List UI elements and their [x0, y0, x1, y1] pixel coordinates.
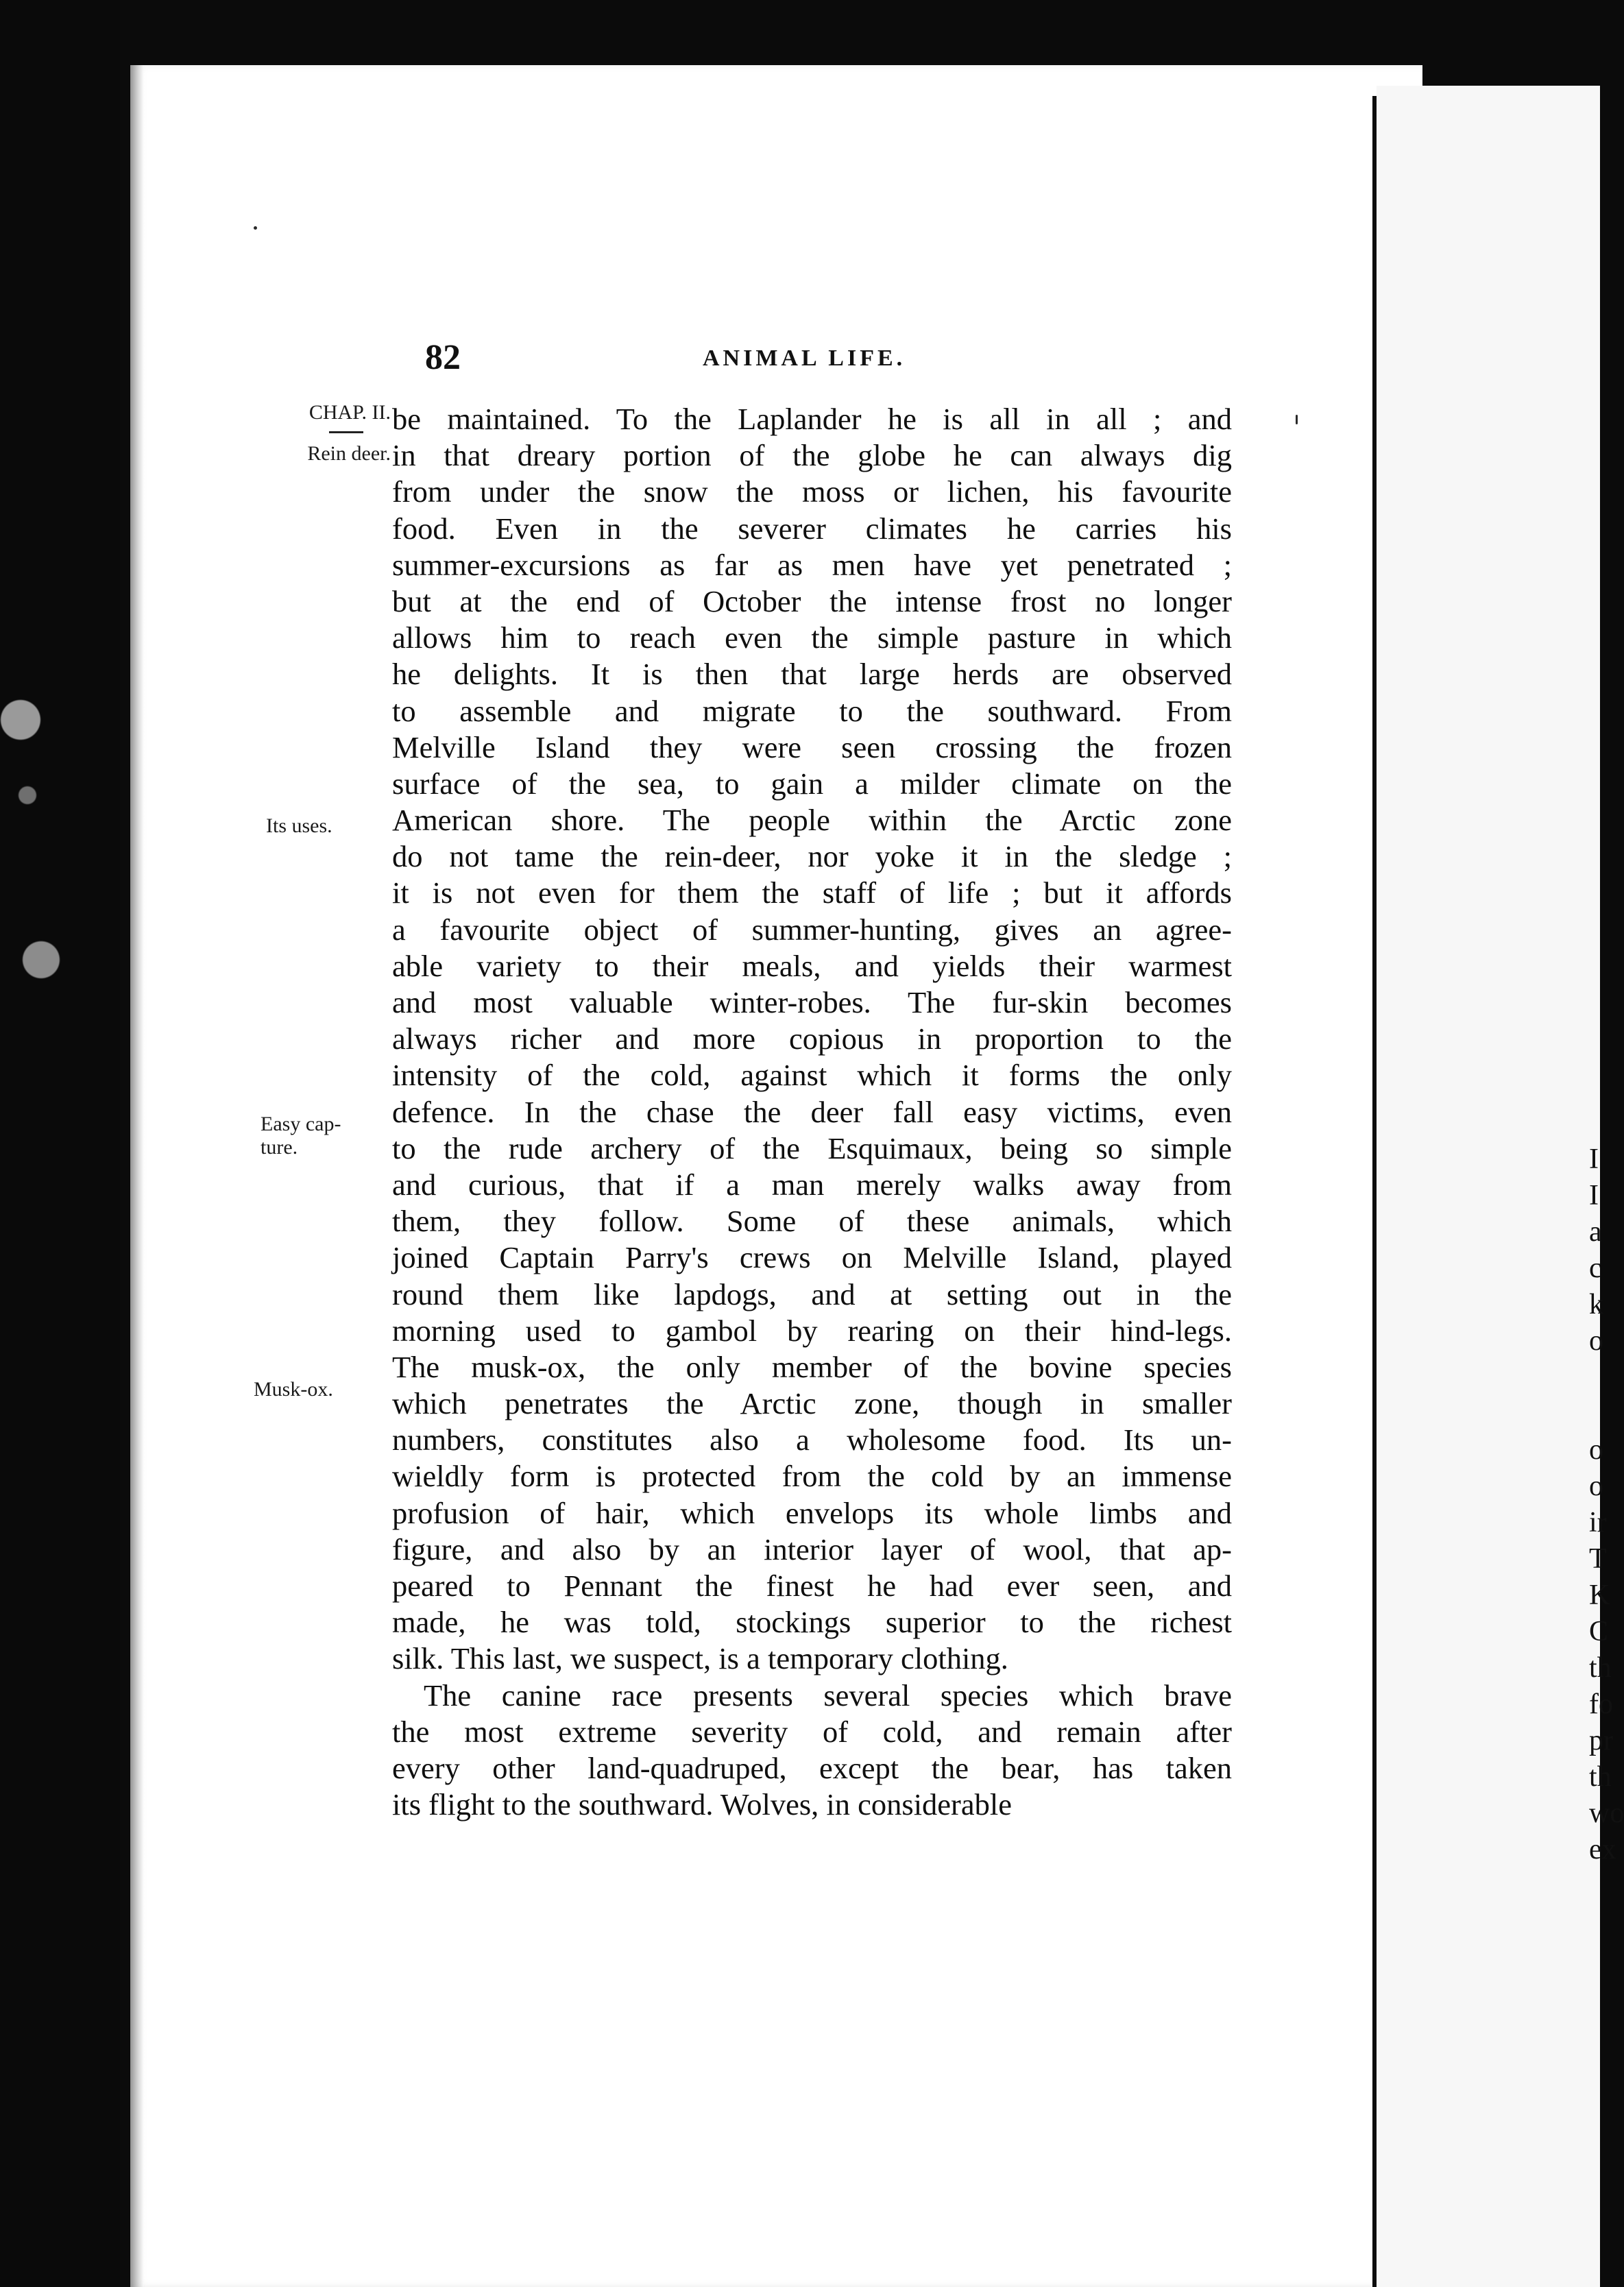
facing-page-fragment: ex: [1589, 1834, 1616, 1865]
text-line: in that dreary portion of the globe he can always dig: [392, 438, 1232, 473]
running-head: [425, 337, 1207, 385]
text-line: summer-excursions as far as men have yet penetrated ;: [392, 547, 1232, 582]
sidenote-easy-capture-line-2: ture.: [260, 1136, 298, 1159]
facing-page-fragment: [1589, 1359, 1616, 1396]
running-title: ANIMAL LIFE.: [703, 346, 906, 371]
scan-speck: [254, 226, 257, 230]
facing-page-fragment: k: [1589, 1289, 1603, 1320]
text-line: joined Captain Parry's crews on Melville Island, played: [392, 1240, 1232, 1275]
text-line: defence. In the chase the deer fall easy victims, even: [392, 1094, 1232, 1129]
facing-page-fragment: I: [1589, 1180, 1599, 1211]
sidenote-easy-capture-line-1: Easy cap-: [260, 1113, 341, 1135]
text-line: surface of the sea, to gain a milder climate on the: [392, 766, 1232, 801]
text-line: able variety to their meals, and yields their warmest: [392, 948, 1232, 983]
text-line: its flight to the southward. Wolves, in considerable: [392, 1787, 1012, 1822]
facing-page-fragment: ir: [1589, 1507, 1607, 1538]
text-line: to assemble and migrate to the southward. From: [392, 693, 1232, 728]
text-line: from under the snow the moss or lichen, his favourite: [392, 474, 1232, 509]
facing-page-fragment: fo: [1589, 1689, 1613, 1720]
facing-page-fragment: o: [1589, 1434, 1603, 1466]
text-line: round them like lapdogs, and at setting out in the: [392, 1276, 1232, 1311]
facing-page-fragment: C: [1589, 1616, 1609, 1647]
facing-page: [1377, 86, 1600, 2287]
text-line: numbers, constitutes also a wholesome food. Its un-: [392, 1423, 1232, 1457]
text-line: and most valuable winter-robes. The fur-skin becomes: [392, 985, 1232, 1019]
sidenote-chapter: CHAP. II.: [308, 401, 391, 424]
text-line: American shore. The people within the Arctic zone: [392, 803, 1232, 838]
text-line: them, they follow. Some of these animals, which: [392, 1204, 1232, 1239]
facing-page-fragment: T: [1589, 1543, 1607, 1575]
text-line: it is not even for them the staff of life ; but it affords: [392, 875, 1232, 910]
facing-page-fragment: [1589, 1396, 1616, 1432]
text-line: wieldly form is protected from the cold by an immense: [392, 1459, 1232, 1494]
text-line: figure, and also by an interior layer of wool, that ap-: [392, 1532, 1232, 1566]
facing-page-text-fragments: [1589, 1141, 1624, 1868]
text-line: which penetrates the Arctic zone, though in smaller: [392, 1386, 1232, 1421]
text-line: and curious, that if a man merely walks away from: [392, 1167, 1232, 1202]
facing-page-fragment: I: [1589, 1144, 1599, 1175]
text-line: The canine race presents several species which brave: [424, 1678, 1232, 1713]
text-line: food. Even in the severer climates he carries his: [392, 511, 1232, 546]
text-line: be maintained. To the Laplander he is all in all ; and: [392, 402, 1232, 436]
facing-page-fragment: th: [1589, 1652, 1612, 1684]
text-line: made, he was told, stockings superior to the richest: [392, 1605, 1232, 1640]
text-line: the most extreme severity of cold, and remain after: [392, 1714, 1232, 1749]
sidenote-rein-deer: Rein deer.: [307, 442, 391, 465]
facing-page-fragment: th: [1589, 1761, 1612, 1793]
body-text: [392, 401, 1232, 1823]
scan-speck: [1296, 415, 1298, 424]
text-line: he delights. It is then that large herds are observed: [392, 657, 1232, 692]
sidenote-easy-capture: [260, 1113, 398, 1159]
facing-page-fragment: o: [1589, 1325, 1603, 1357]
text-line: allows him to reach even the simple pasture in which: [392, 620, 1232, 655]
text-line: silk. This last, we suspect, is a temporary clothing.: [392, 1641, 1008, 1676]
facing-page-fragment: c: [1589, 1253, 1602, 1284]
text-line: to the rude archery of the Esquimaux, being so simple: [392, 1130, 1232, 1165]
text-line: a favourite object of summer-hunting, gives an agree-: [392, 912, 1232, 947]
text-line: peared to Pennant the finest he had ever seen, and: [392, 1569, 1232, 1603]
facing-page-fragment: K: [1589, 1580, 1610, 1611]
text-line: profusion of hair, which envelops its whole limbs and: [392, 1495, 1232, 1530]
text-line: morning used to gambol by rearing on their hind-legs.: [392, 1313, 1232, 1348]
text-line: every other land-quadruped, except the bear, has taken: [392, 1750, 1232, 1785]
sidenote-its-uses: Its uses.: [266, 814, 332, 837]
text-line: do not tame the rein-deer, nor yoke it in the sledge ;: [392, 839, 1232, 874]
page-number: 82: [425, 338, 461, 377]
text-line: intensity of the cold, against which it forms the only: [392, 1058, 1232, 1093]
book-binding-edge: [0, 0, 120, 2287]
text-line: but at the end of October the intense frost no longer: [392, 583, 1232, 618]
text-line: The musk-ox, the only member of the bovine species: [392, 1349, 1232, 1384]
text-line: always richer and more copious in proportion to the: [392, 1021, 1232, 1056]
sidenote-musk-ox: Musk-ox.: [254, 1378, 333, 1401]
chapter-rule: [329, 431, 363, 433]
facing-page-fragment: wo: [1589, 1798, 1624, 1829]
facing-page-fragment: a: [1589, 1216, 1602, 1248]
facing-page-fragment: pr: [1589, 1725, 1613, 1756]
text-line: Melville Island they were seen crossing the frozen: [392, 729, 1232, 764]
facing-page-fragment: o: [1589, 1471, 1603, 1502]
